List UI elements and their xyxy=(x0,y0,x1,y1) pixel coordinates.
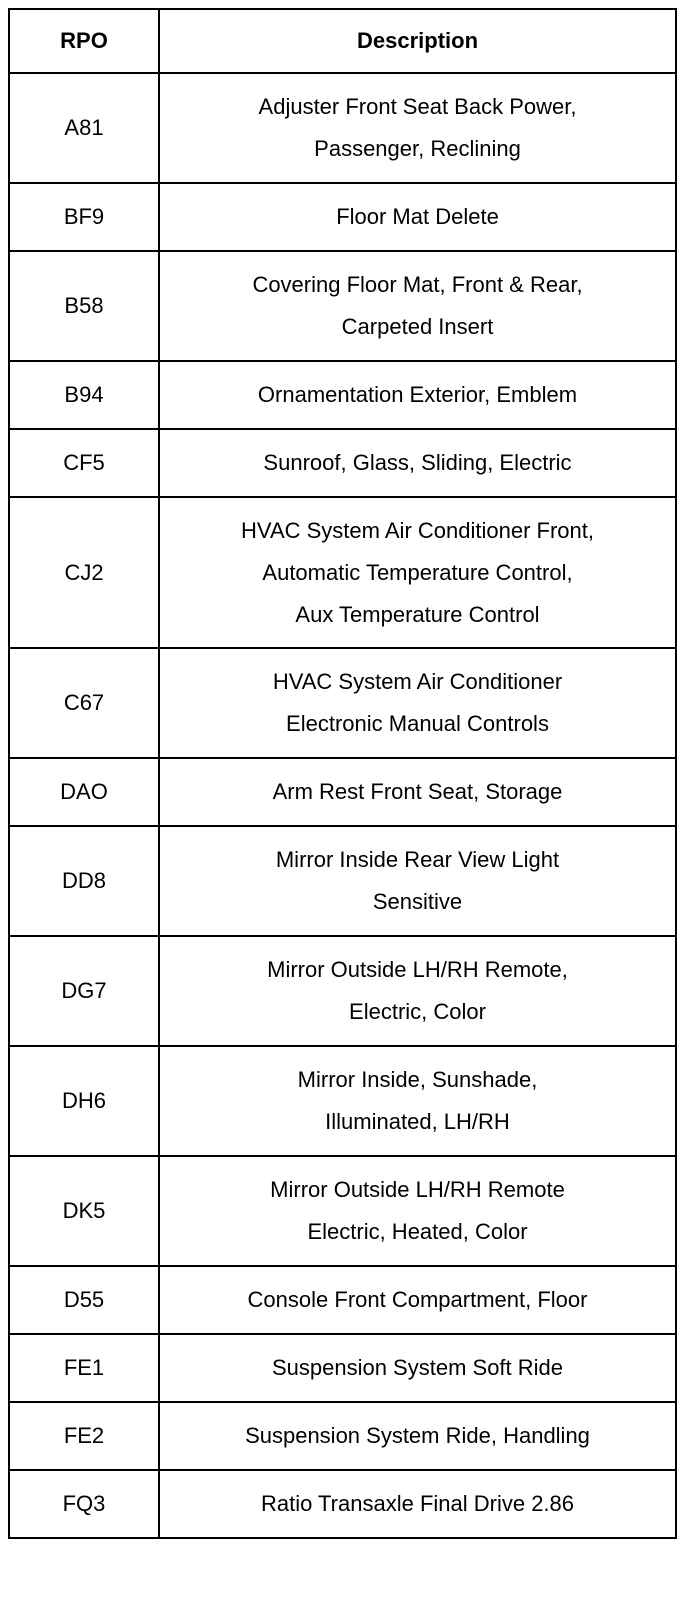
description-cell: Adjuster Front Seat Back Power, Passenger, Reclining xyxy=(159,73,676,183)
description-cell: Console Front Compartment, Floor xyxy=(159,1266,676,1334)
description-cell: Mirror Inside Rear View Light Sensitive xyxy=(159,826,676,936)
table-row xyxy=(9,1266,676,1334)
table-row xyxy=(9,1046,676,1156)
description-cell: HVAC System Air Conditioner Front, Automatic Temperature Control, Aux Temperature Control xyxy=(159,497,676,648)
table-row xyxy=(9,648,676,758)
rpo-cell: B94 xyxy=(9,361,159,429)
description-cell: Suspension System Ride, Handling xyxy=(159,1402,676,1470)
table-row xyxy=(9,1334,676,1402)
description-cell: Floor Mat Delete xyxy=(159,183,676,251)
rpo-cell: DD8 xyxy=(9,826,159,936)
rpo-cell: FE1 xyxy=(9,1334,159,1402)
description-cell: Mirror Inside, Sunshade, Illuminated, LH/RH xyxy=(159,1046,676,1156)
description-cell: Ratio Transaxle Final Drive 2.86 xyxy=(159,1470,676,1538)
table-row xyxy=(9,826,676,936)
header-rpo: RPO xyxy=(9,9,159,73)
table-row xyxy=(9,183,676,251)
rpo-cell: CF5 xyxy=(9,429,159,497)
rpo-cell: D55 xyxy=(9,1266,159,1334)
description-cell: Ornamentation Exterior, Emblem xyxy=(159,361,676,429)
rpo-cell: DG7 xyxy=(9,936,159,1046)
table-row xyxy=(9,936,676,1046)
rpo-table xyxy=(8,8,677,1539)
table-row xyxy=(9,758,676,826)
table-row xyxy=(9,497,676,648)
description-cell: Covering Floor Mat, Front & Rear, Carpeted Insert xyxy=(159,251,676,361)
description-cell: HVAC System Air Conditioner Electronic Manual Controls xyxy=(159,648,676,758)
table-row xyxy=(9,73,676,183)
rpo-cell: BF9 xyxy=(9,183,159,251)
table-row xyxy=(9,1402,676,1470)
rpo-cell: B58 xyxy=(9,251,159,361)
description-cell: Mirror Outside LH/RH Remote, Electric, Color xyxy=(159,936,676,1046)
rpo-cell: C67 xyxy=(9,648,159,758)
table-row xyxy=(9,361,676,429)
rpo-cell: DH6 xyxy=(9,1046,159,1156)
description-cell: Arm Rest Front Seat, Storage xyxy=(159,758,676,826)
description-cell: Sunroof, Glass, Sliding, Electric xyxy=(159,429,676,497)
table-row xyxy=(9,429,676,497)
rpo-cell: FE2 xyxy=(9,1402,159,1470)
description-cell: Suspension System Soft Ride xyxy=(159,1334,676,1402)
rpo-cell: DAO xyxy=(9,758,159,826)
rpo-cell: CJ2 xyxy=(9,497,159,648)
rpo-cell: A81 xyxy=(9,73,159,183)
header-row xyxy=(9,9,676,73)
table-row xyxy=(9,251,676,361)
description-cell: Mirror Outside LH/RH Remote Electric, Heated, Color xyxy=(159,1156,676,1266)
rpo-cell: FQ3 xyxy=(9,1470,159,1538)
header-description: Description xyxy=(159,9,676,73)
table-row xyxy=(9,1470,676,1538)
rpo-cell: DK5 xyxy=(9,1156,159,1266)
table-row xyxy=(9,1156,676,1266)
